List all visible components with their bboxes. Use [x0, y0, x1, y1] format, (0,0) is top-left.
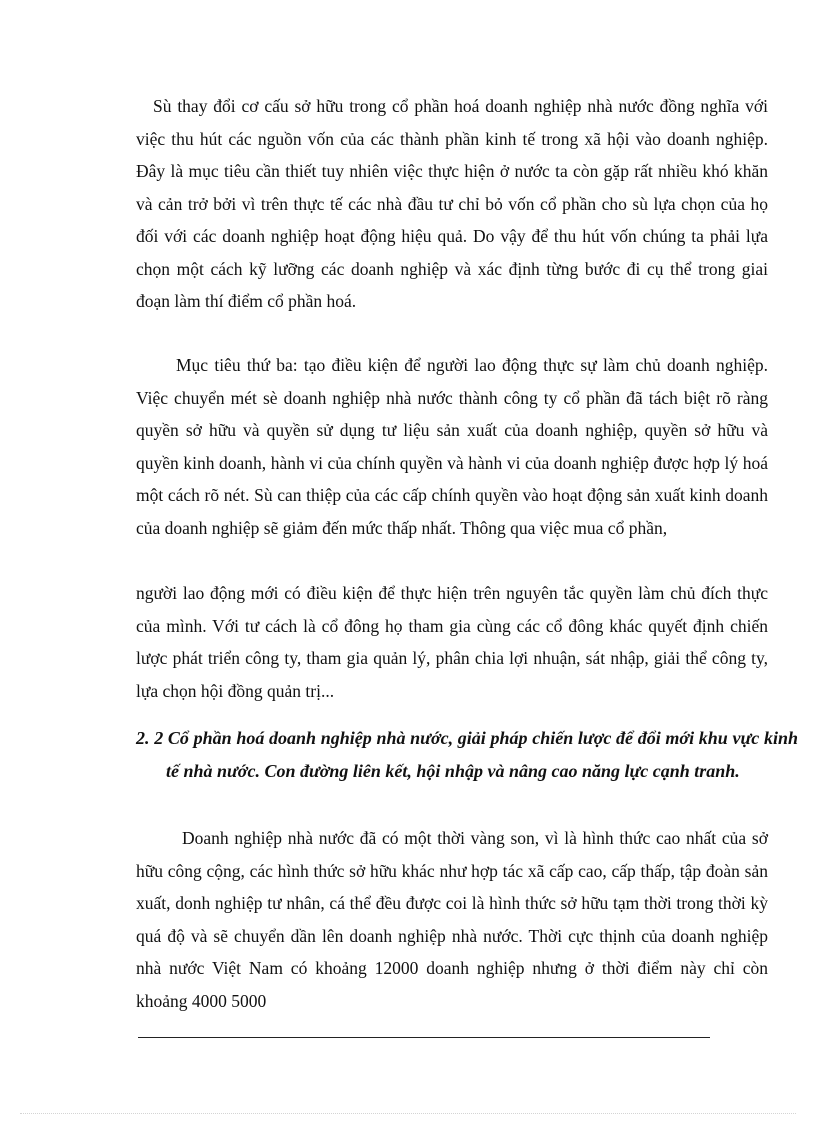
paragraph-third-objective: Mục tiêu thứ ba: tạo điều kiện để người lao động thực sự làm chủ doanh nghiệp. Việc chuyển mét sè doanh nghiệp nhà nước thành công ty cổ phần đã tách biệt rõ ràng quyền sở hữu và quyền sử dụng tư liệu sản xuất của doanh nghiệp, quyền sở hữu và quyền kinh doanh, hành vi của chính quyền và hành vi của doanh nghiệp được hợp lý hoá một cách rõ nét. Sù can thiệp của các cấp chính quyền vào hoạt động sản xuất kinh doanh của doanh nghiệp sẽ giảm đến mức thấp nhất. Thông qua việc mua cổ phần,: [136, 355, 768, 538]
section-heading: 2. 2 Cổ phần hoá doanh nghiệp nhà nước, giải pháp chiến lược để đổi mới khu vực kinh tế nhà nước. Con đường liên kết, hội nhập và nâng cao năng lực cạnh tranh.: [136, 728, 798, 781]
paragraph-shareholder-rights: người lao động mới có điều kiện để thực hiện trên nguyên tắc quyền làm chủ đích thực của mình. Với tư cách là cổ đông họ tham gia cùng các cổ đông khác quyết định chiến lược phát triển công ty, tham gia quản lý, phân chia lợi nhuận, sát nhập, giải thể công ty, lựa chọn hội đồng quản trị...: [136, 583, 768, 701]
paragraph-state-enterprise-history: Doanh nghiệp nhà nước đã có một thời vàng son, vì là hình thức cao nhất của sở hữu công cộng, các hình thức sở hữu khác như hợp tác xã cấp cao, cấp thấp, tập đoàn sản xuất, donh nghiệp tư nhân, cá thể đều được coi là hình thức sở hữu tạm thời trong thời kỳ quá độ và sẽ chuyển dần lên doanh nghiệp nhà nước. Thời cực thịnh của doanh nghiệp nhà nước Việt Nam có khoảng 12000 doanh nghiệp nhưng ở thời điểm này chỉ còn khoảng 4000 5000: [136, 828, 768, 1011]
page-bottom-border: [20, 1113, 796, 1114]
paragraph-ownership-change: Sù thay đổi cơ cấu sở hữu trong cổ phần hoá doanh nghiệp nhà nước đồng nghĩa với việc thu hút các nguồn vốn của các thành phần kinh tế trong xã hội vào doanh nghiệp. Đây là mục tiêu cần thiết tuy nhiên việc thực hiện ở nước ta còn gặp rất nhiều khó khăn và cản trở bởi vì trên thực tế các nhà đầu tư chỉ bỏ vốn cổ phần cho sù lựa chọn của họ đối với các doanh nghiệp hoạt động hiệu quả. Do vậy để thu hút vốn chúng ta phải lựa chọn một cách kỹ lưỡng các doanh nghiệp và xác định từng bước đi cụ thể trong giai đoạn làm thí điểm cổ phần hoá.: [136, 96, 768, 311]
footer-divider: [138, 1037, 710, 1038]
